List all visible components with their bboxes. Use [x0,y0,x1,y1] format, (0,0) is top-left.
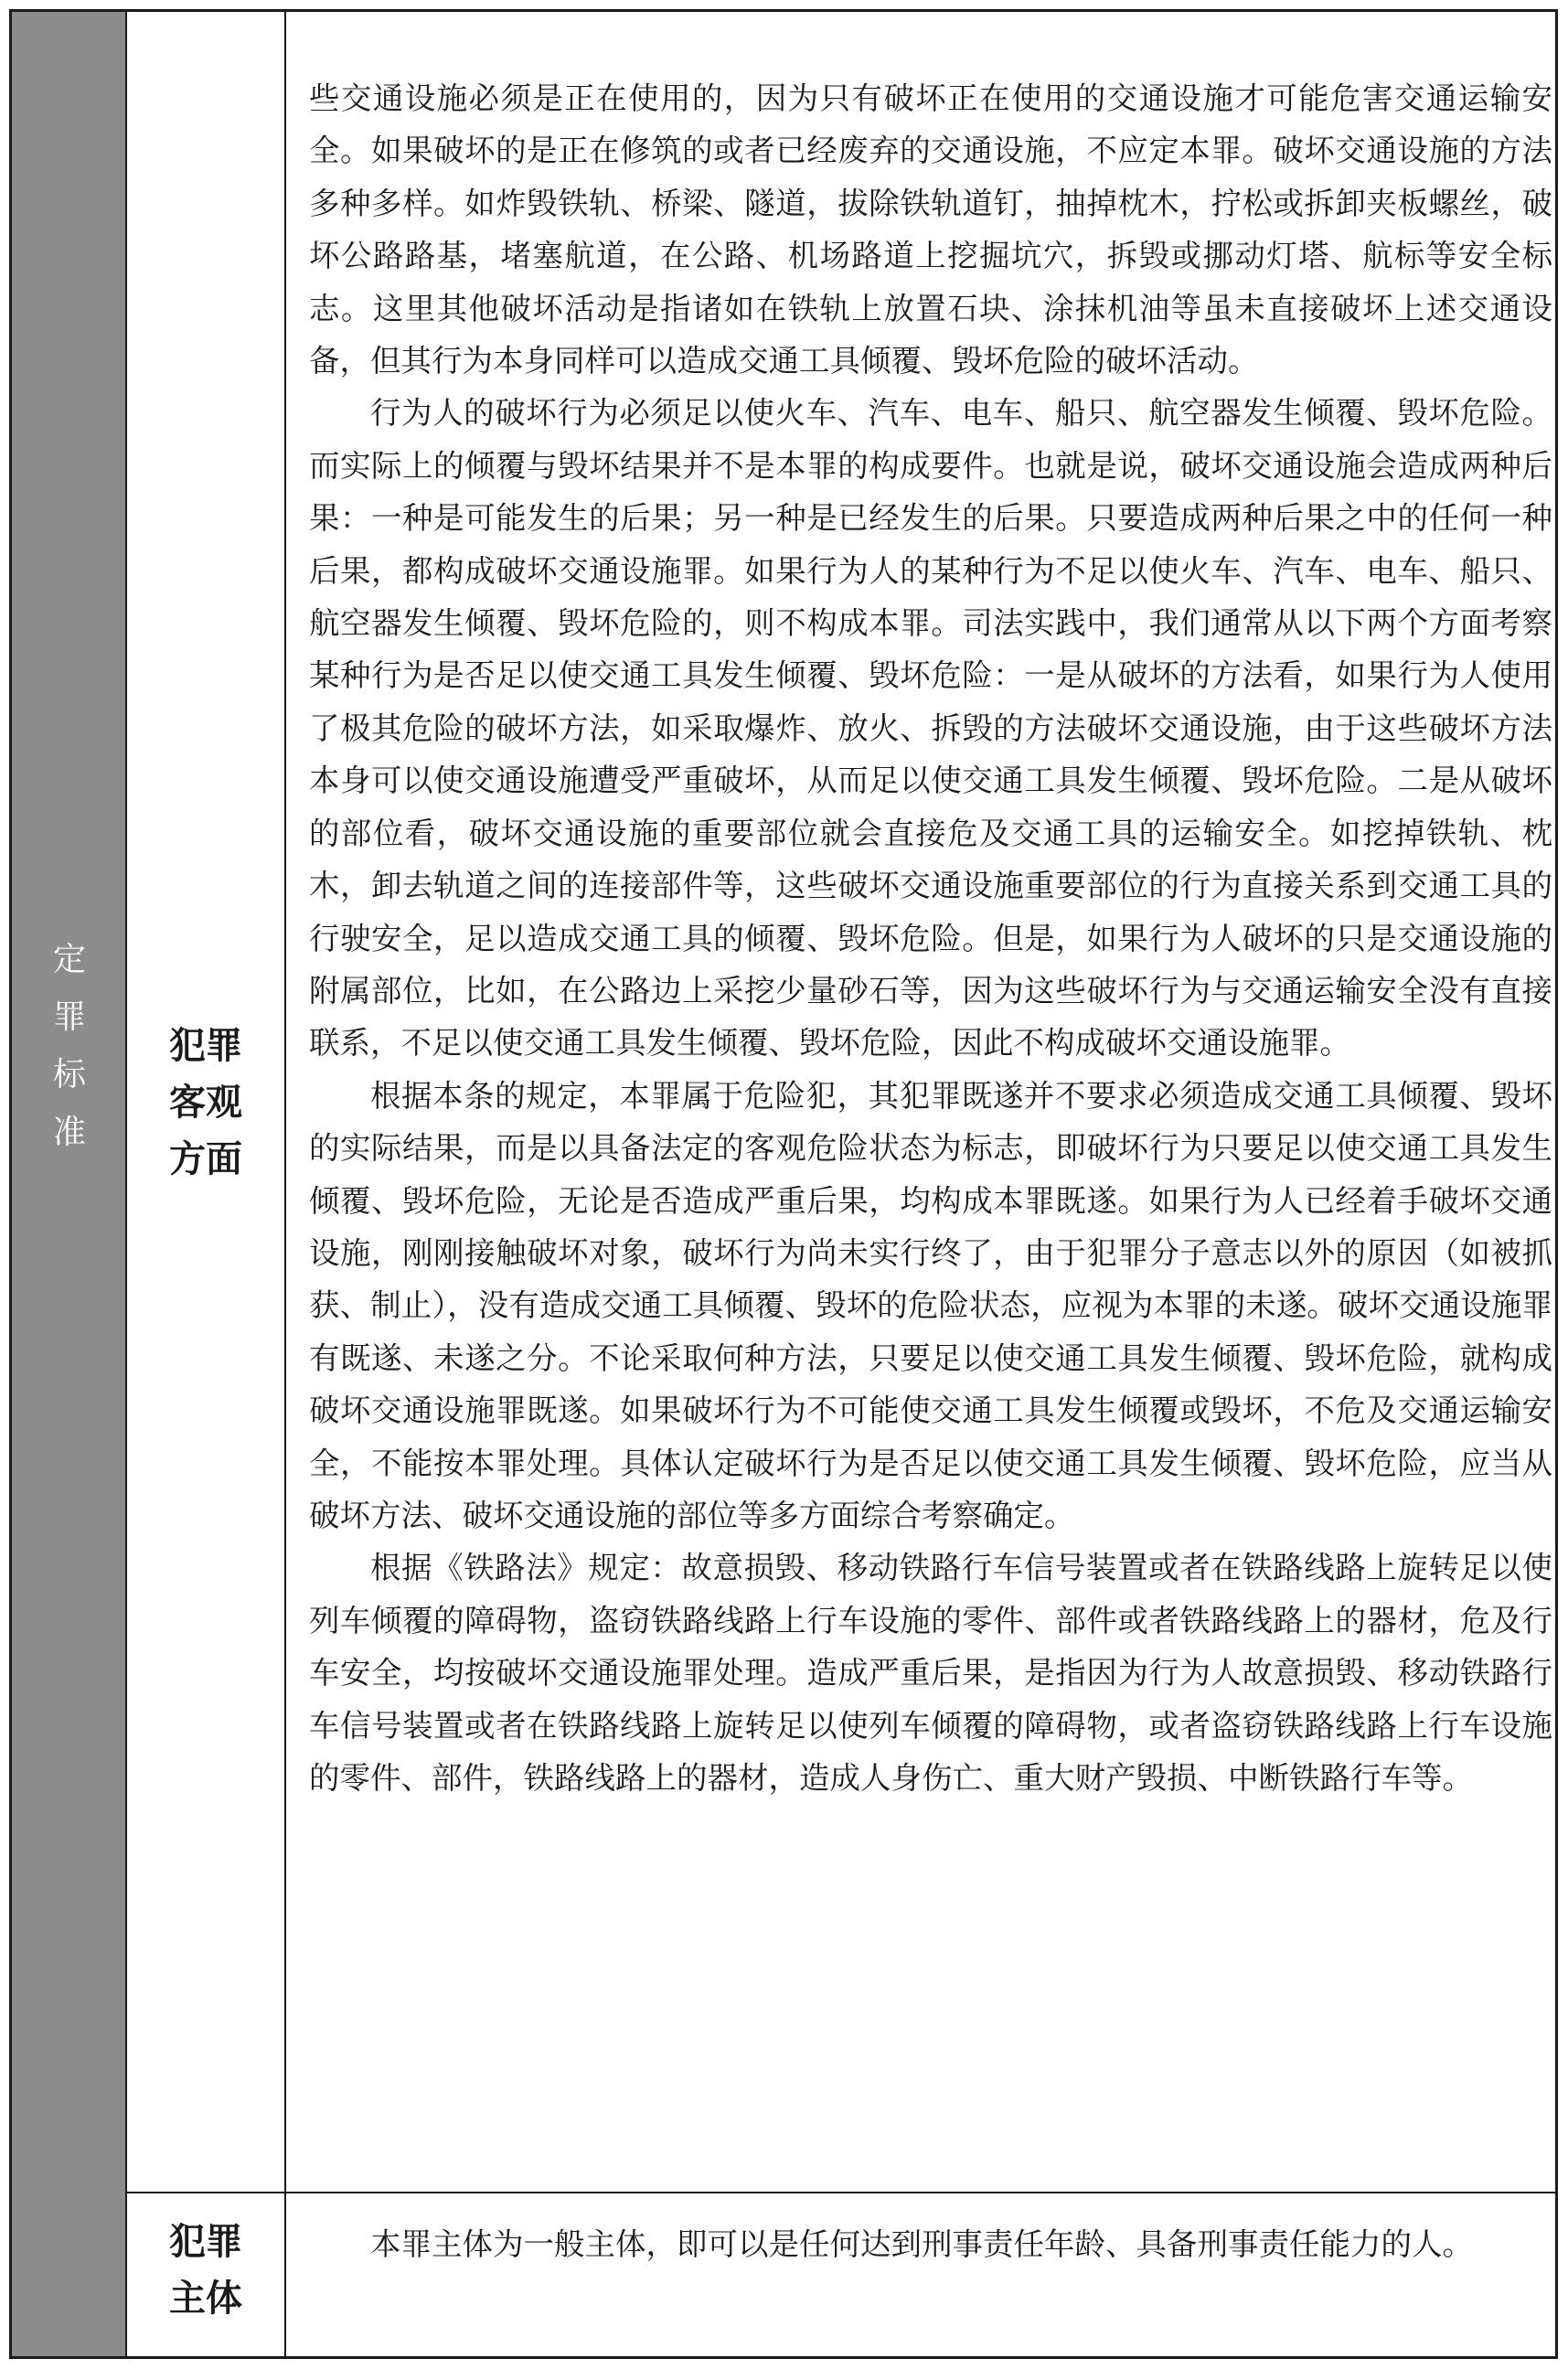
row-label-line: 犯罪 [169,1025,242,1067]
row-divider [127,2192,1555,2193]
paragraph: 些交通设施必须是正在使用的，因为只有破坏正在使用的交通设施才可能危害交通运输安全。如果破坏的是正在修筑的或者已经废弃的交通设施，不应定本罪。破坏交通设施的方法多种多样。如炸毁铁轨、桥梁、隧道，拔除铁轨道钉，抽掉枕木，拧松或拆卸夹板螺丝，破坏公路路基，堵塞航道，在公路、机场路道上挖掘坑穴，拆毁或挪动灯塔、航标等安全标志。这里其他破坏活动是指诸如在铁轨上放置石块、涂抹机油等虽未直接破坏上述交通设备，但其行为本身同样可以造成交通工具倾覆、毁坏危险的破坏活动。 [309,80,1552,379]
row-content-subject [309,2218,1552,2270]
paragraph: 根据本条的规定，本罪属于危险犯，其犯罪既遂并不要求必须造成交通工具倾覆、毁坏的实际结果，而是以具备法定的客观危险状态为标志，即破坏行为只要足以使交通工具发生倾覆、毁坏危险，无论是否造成严重后果，均构成本罪既遂。如果行为人已经着手破坏交通设施，刚刚接触破坏对象，破坏行为尚未实行终了，由于犯罪分子意志以外的原因（如被抓获、制止），没有造成交通工具倾覆、毁坏的危险状态，应视为本罪的未遂。破坏交通设施罪有既遂、未遂之分。不论采取何种方法，只要足以使交通工具发生倾覆、毁坏危险，就构成破坏交通设施罪既遂。如果破坏行为不可能使交通工具发生倾覆或毁坏，不危及交通运输安全，不能按本罪处理。具体认定破坏行为是否足以使交通工具发生倾覆、毁坏危险，应当从破坏方法、破坏交通设施的部位等多方面综合考察确定。 [309,1077,1552,1533]
paragraph: 本罪主体为一般主体，即可以是任何达到刑事责任年龄、具备刑事责任能力的人。 [370,2226,1473,2262]
side-header-char: 罪 [52,998,86,1036]
row-label-line: 犯罪 [169,2221,242,2263]
row-label-line: 客观 [169,1082,242,1124]
row-label-objective-aspect [127,1018,284,1188]
column-divider [284,12,286,2356]
side-header-char: 准 [52,1114,86,1151]
side-header-label [12,931,127,1161]
side-header-column [12,12,127,2356]
criteria-table [9,9,1558,2359]
side-header-char: 定 [52,941,86,978]
row-label-subject [127,2214,284,2327]
row-label-line: 主体 [169,2278,242,2320]
paragraph: 行为人的破坏行为必须足以使火车、汽车、电车、船只、航空器发生倾覆、毁坏危险。而实际上的倾覆与毁坏结果并不是本罪的构成要件。也就是说，破坏交通设施会造成两种后果：一种是可能发生的后果；另一种是已经发生的后果。只要造成两种后果之中的任何一种后果，都构成破坏交通设施罪。如果行为人的某种行为不足以使火车、汽车、电车、船只、航空器发生倾覆、毁坏危险的，则不构成本罪。司法实践中，我们通常从以下两个方面考察某种行为是否足以使交通工具发生倾覆、毁坏危险：一是从破坏的方法看，如果行为人使用了极其危险的破坏方法，如采取爆炸、放火、拆毁的方法破坏交通设施，由于这些破坏方法本身可以使交通设施遭受严重破坏，从而足以使交通工具发生倾覆、毁坏危险。二是从破坏的部位看，破坏交通设施的重要部位就会直接危及交通工具的运输安全。如挖掉铁轨、枕木，卸去轨道之间的连接部件等，这些破坏交通设施重要部位的行为直接关系到交通工具的行驶安全，足以造成交通工具的倾覆、毁坏危险。但是，如果行为人破坏的只是交通设施的附属部位，比如，在公路边上采挖少量砂石等，因为这些破坏行为与交通运输安全没有直接联系，不足以使交通工具发生倾覆、毁坏危险，因此不构成破坏交通设施罪。 [309,395,1552,1062]
row-label-line: 方面 [169,1138,242,1180]
paragraph: 根据《铁路法》规定：故意损毁、移动铁路行车信号装置或者在铁路线路上旋转足以使列车倾覆的障碍物，盗窃铁路线路上行车设施的零件、部件或者铁路线路上的器材，危及行车安全，均按破坏交通设施罪处理。造成严重后果，是指因为行为人故意损毁、移动铁路行车信号装置或者在铁路线路上旋转足以使列车倾覆的障碍物，或者盗窃铁路线路上行车设施的零件、部件，铁路线路上的器材，造成人身伤亡、重大财产毁损、中断铁路行车等。 [309,1550,1552,1796]
row-content-objective-aspect [309,72,1552,1804]
side-header-char: 标 [52,1056,86,1094]
